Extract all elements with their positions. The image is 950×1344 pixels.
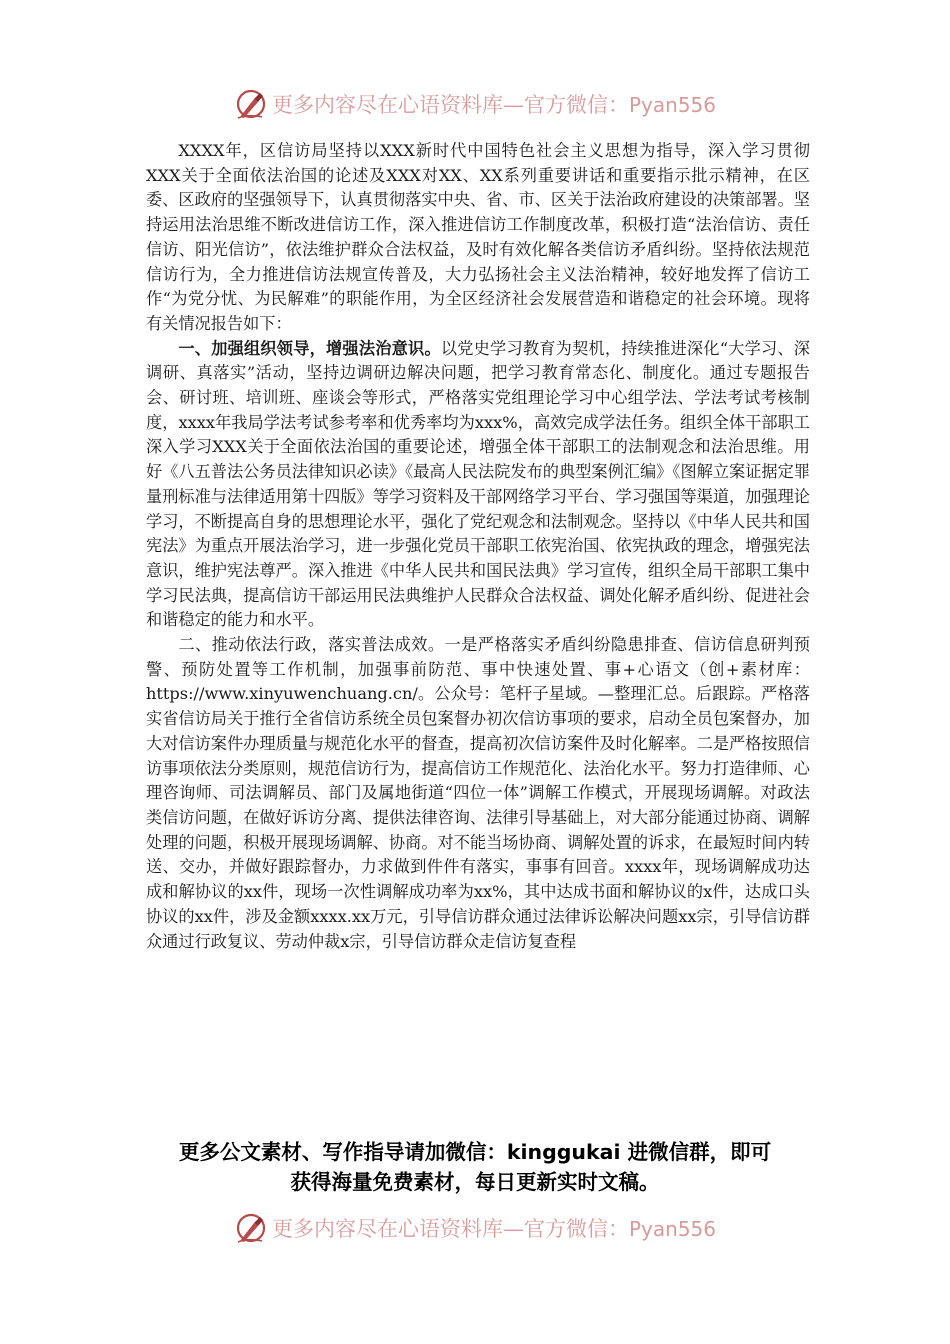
footer-banner (0, 1208, 950, 1248)
promo-note-line-2: 获得海量免费素材，每日更新实时文稿。 (290, 1170, 660, 1194)
section-one-heading: 一、加强组织领导，增强法治意识。 (178, 338, 441, 358)
intro-paragraph: XXXX年，区信访局坚持以XXX新时代中国特色社会主义思想为指导，深入学习贯彻XXX关于全面依法治国的论述及XXX对XX、XX系列重要讲话和重要指示批示精神，在区委、区政府的坚强领导下，认真贯彻落实中央、省、市、区关于法治政府建设的决策部署。坚持运用法治思维不断改进信访工作，深入推进信访工作制度改革，积极打造“法治信访、责任信访、阳光信访”，依法维护群众合法权益，及时有效化解各类信访矛盾纠纷。坚持依法规范信访行为，全力推进信访法规宣传普及，大力弘扬社会主义法治精神，较好地发挥了信访工作“为党分忧、为民解难”的职能作用，为全区经济社会发展营造和谐稳定的社会环境。现将有关情况报告如下： (146, 141, 810, 333)
section-one-paragraph (146, 337, 810, 633)
footer-banner-text: 更多内容尽在心语资料库—官方微信：Pyan556 (271, 1217, 716, 1241)
promo-note (130, 1137, 820, 1197)
footer-wechat-id: Pyan556 (628, 1217, 716, 1241)
section-two-paragraph: 二、推动依法行政，落实普法成效。一是严格落实矛盾纠纷隐患排查、信访信息研判预警、预防处置等工作机制，加强事前防范、事中快速处置、事+心语文（创+素材库：https://www.xinyuwenchuang.cn/。公众号：笔杆子星域。—整理汇总。后跟踪。严格落实省信访局关于推行全省信访系统全员包案督办初次信访事项的要求，启动全员包案督办，加大对信访案件办理质量与规范化水平的督查，提高初次信访案件及时化解率。二是严格按照信访事项依法分类原则，规范信访行为，提高信访工作规范化、法治化水平。努力打造律师、心理咨询师、司法调解员、部门及属地街道“四位一体”调解工作模式，开展现场调解。对政法类信访问题，在做好诉访分离、提供法律咨询、法律引导基础上，对大部分能通过协商、调解处理的问题，积极开展现场调解、协商。对不能当场协商、调解处置的诉求，在最短时间内转送、交办，并做好跟踪督办，力求做到件件有落实，事事有回音。xxxx年，现场调解成功达成和解协议的xx件，现场一次性调解成功率为xx%，其中达成书面和解协议的x件，达成口头协议的xx件，涉及金额xxxx.xx万元，引导信访群众通过法律诉讼解决问题xx宗，引导信访群众通过行政复议、劳动仲裁x宗，引导信访群众走信访复查程 (146, 635, 810, 951)
header-wechat-id: Pyan556 (628, 93, 716, 117)
section-one-body: 以党史学习教育为契机，持续推进深化“大学习、深调研、真落实”活动，坚持边调研边解决问题，把学习教育常态化、制度化。通过专题报告会、研讨班、培训班、座谈会等形式，严格落实党组理论学习中心组学法、学法考试考核制度，xxxx年我局学法考试参考率和优秀率均为xxx%，高效完成学法任务。组织全体干部职工深入学习XXX关于全面依法治国的重要论述，增强全体干部职工的法制观念和法治思维。用好《八五普法公务员法律知识必读》《最高人民法院发布的典型案例汇编》《图解立案证据定罪量刑标准与法律适用第十四版》等学习资料及干部网络学习平台、学习强国等渠道，加强理论学习，不断提高自身的思想理论水平，强化了党纪观念和法制观念。坚持以《中华人民共和国宪法》为重点开展法治学习，进一步强化党员干部职工依宪治国、依宪执政的理念，增强宪法意识，维护宪法尊严。深入推进《中华人民共和国民法典》学习宣传，组织全局干部职工集中学习民法典，提高信访干部运用民法典维护人民群众合法权益、调处化解矛盾纠纷、促进社会和谐稳定的能力和水平。 (146, 338, 810, 630)
pen-circle-logo-icon (234, 87, 268, 121)
header-banner (0, 84, 950, 124)
header-banner-text: 更多内容尽在心语资料库—官方微信：Pyan556 (271, 93, 716, 117)
pen-circle-logo-icon (234, 1211, 268, 1245)
promo-note-line-1: 更多公文素材、写作指导请加微信：kinggukai 进微信群，即可 (178, 1140, 772, 1164)
document-body (146, 139, 810, 954)
